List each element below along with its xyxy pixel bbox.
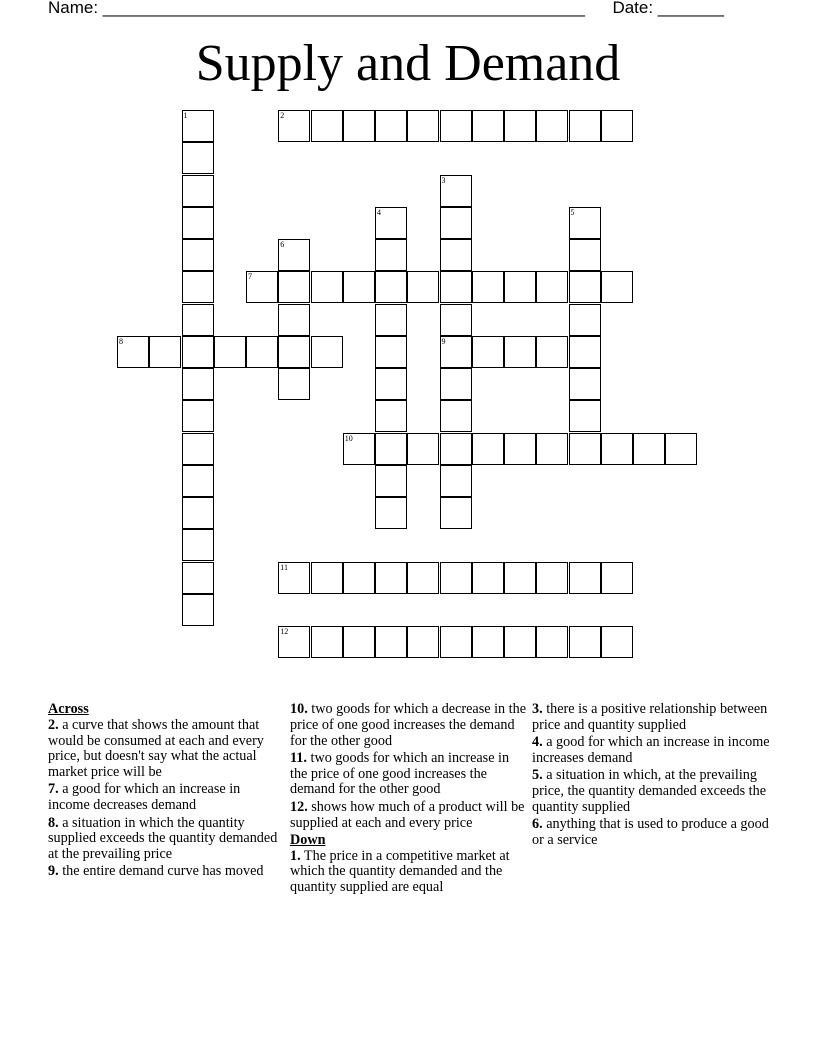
crossword-cell[interactable] [246, 336, 278, 368]
crossword-cell[interactable] [278, 336, 310, 368]
clue-item [532, 702, 772, 734]
crossword-cell[interactable] [375, 207, 407, 239]
crossword-cell[interactable] [117, 336, 149, 368]
crossword-cell[interactable] [182, 336, 214, 368]
crossword-cell[interactable] [569, 433, 601, 465]
cell-number: 11 [280, 562, 288, 572]
clues-column-3 [532, 702, 772, 850]
crossword-cell[interactable] [182, 239, 214, 271]
crossword-cell[interactable] [375, 626, 407, 658]
clue-number: 5. [532, 767, 543, 784]
clue-text: a curve that shows the amount that would be consumed at each and every price, but doesn't say what the actual market price will be [48, 716, 264, 781]
crossword-cell[interactable] [569, 110, 601, 142]
crossword-cell[interactable] [536, 433, 568, 465]
crossword-cell[interactable] [472, 336, 504, 368]
clue-text: the entire demand curve has moved [58, 863, 264, 880]
clue-text: a situation in which, at the prevailing price, the quantity demanded exceeds the quantity supplied [532, 767, 766, 815]
crossword-cell[interactable] [278, 562, 310, 594]
clue-number: 9. [48, 863, 59, 880]
clue-number: 7. [48, 781, 59, 798]
crossword-cell[interactable] [182, 497, 214, 529]
clue-number: 11. [290, 749, 307, 766]
down-clue-list [290, 849, 526, 896]
crossword-cell[interactable] [375, 433, 407, 465]
clue-item [532, 768, 772, 815]
crossword-cell[interactable] [440, 562, 472, 594]
clue-text: shows how much of a product will be supplied at each and every price [290, 798, 525, 831]
crossword-cell[interactable] [440, 239, 472, 271]
crossword-cell[interactable] [440, 271, 472, 303]
crossword-cell[interactable] [343, 626, 375, 658]
crossword-cell[interactable] [601, 433, 633, 465]
cell-number: 2 [280, 111, 285, 120]
crossword-cell[interactable] [601, 626, 633, 658]
crossword-cell[interactable] [182, 400, 214, 432]
crossword-cell[interactable] [440, 497, 472, 529]
crossword-cell[interactable] [375, 497, 407, 529]
crossword-cell[interactable] [440, 433, 472, 465]
crossword-cell[interactable] [536, 626, 568, 658]
crossword-cell[interactable] [214, 336, 246, 368]
crossword-cell[interactable] [569, 336, 601, 368]
clue-text: The price in a competitive market at which the quantity demanded and the quantity supplied are equal [290, 847, 510, 896]
crossword-cell[interactable] [504, 336, 536, 368]
crossword-cell[interactable] [569, 626, 601, 658]
crossword-cell[interactable] [182, 433, 214, 465]
crossword-cell[interactable] [601, 271, 633, 303]
crossword-cell[interactable] [311, 271, 343, 303]
crossword-cell[interactable] [472, 433, 504, 465]
cell-number: 4 [377, 207, 381, 217]
crossword-cell[interactable] [569, 304, 601, 336]
clue-number: 4. [532, 734, 543, 751]
crossword-cell[interactable] [278, 110, 310, 142]
clue-number: 8. [48, 814, 59, 831]
crossword-cell[interactable] [182, 110, 214, 142]
crossword-cell[interactable] [536, 110, 568, 142]
clues-column-2 [290, 702, 526, 898]
crossword-cell[interactable] [182, 175, 214, 207]
clue-item [48, 816, 284, 863]
clue-number: 2. [48, 716, 59, 733]
crossword-cell[interactable] [182, 465, 214, 497]
crossword-cell[interactable] [407, 626, 439, 658]
crossword-cell[interactable] [375, 336, 407, 368]
clue-number: 10. [290, 701, 308, 717]
crossword-cell[interactable] [536, 336, 568, 368]
clue-number: 6. [532, 816, 543, 833]
crossword-cell[interactable] [311, 626, 343, 658]
cell-number: 8 [119, 336, 123, 346]
crossword-cell[interactable] [375, 368, 407, 400]
crossword-cell[interactable] [440, 626, 472, 658]
crossword-cell[interactable] [504, 271, 536, 303]
crossword-cell[interactable] [536, 562, 568, 594]
crossword-cell[interactable] [601, 562, 633, 594]
date-field[interactable]: Date: _______ [612, 0, 724, 17]
down-clue-list-continued [532, 702, 772, 849]
clue-text: two goods for which a decrease in the price of one good increases the demand for the other good [290, 701, 526, 749]
down-heading: Down [290, 831, 326, 848]
crossword-cell[interactable] [311, 562, 343, 594]
crossword-cell[interactable] [278, 626, 310, 658]
clue-item [532, 735, 772, 767]
clue-text: a situation in which the quantity supplied exceeds the quantity demanded at the prevailing price [48, 814, 278, 863]
crossword-cell[interactable] [440, 368, 472, 400]
clue-item [48, 782, 284, 814]
name-field[interactable]: Name: ___________________________________________________ [48, 0, 585, 17]
crossword-cell[interactable] [343, 110, 375, 142]
crossword-cell[interactable] [343, 433, 375, 465]
crossword-cell[interactable] [440, 336, 472, 368]
crossword-cell[interactable] [440, 207, 472, 239]
cell-number: 5 [570, 207, 575, 217]
clue-text: two goods for which an increase in the price of one good increases the demand for the other good [290, 749, 510, 798]
crossword-cell[interactable] [407, 110, 439, 142]
crossword-cell[interactable] [407, 271, 439, 303]
clue-item [532, 817, 772, 849]
crossword-cell[interactable] [182, 562, 214, 594]
crossword-cell[interactable] [472, 626, 504, 658]
crossword-cell[interactable] [375, 304, 407, 336]
cell-number: 9 [441, 336, 446, 346]
crossword-cell[interactable] [407, 562, 439, 594]
clue-item [48, 718, 284, 781]
clue-number: 1. [290, 847, 301, 864]
crossword-cell[interactable] [375, 271, 407, 303]
crossword-cell[interactable] [569, 368, 601, 400]
crossword-cell[interactable] [569, 239, 601, 271]
crossword-cell[interactable] [472, 110, 504, 142]
clue-item [290, 751, 526, 798]
clue-item [290, 849, 526, 896]
crossword-cell[interactable] [311, 110, 343, 142]
crossword-cell[interactable] [569, 207, 601, 239]
crossword-cell[interactable] [375, 562, 407, 594]
crossword-cell[interactable] [440, 175, 472, 207]
crossword-cell[interactable] [504, 433, 536, 465]
crossword-cell[interactable] [569, 271, 601, 303]
crossword-cell[interactable] [343, 562, 375, 594]
crossword-cell[interactable] [375, 239, 407, 271]
crossword-cell[interactable] [472, 271, 504, 303]
crossword-cell[interactable] [407, 433, 439, 465]
cell-number: 6 [280, 240, 285, 249]
clue-text: anything that is used to produce a good or a service [532, 816, 769, 848]
crossword-cell[interactable] [375, 400, 407, 432]
crossword-cell[interactable] [440, 304, 472, 336]
crossword-cell[interactable] [375, 110, 407, 142]
clue-text: a good for which an increase in income decreases demand [48, 781, 241, 814]
clues-column-1 [48, 702, 284, 882]
cell-number: 10 [344, 433, 353, 443]
clue-number: 12. [290, 798, 308, 815]
crossword-cell[interactable] [440, 110, 472, 142]
clue-item [48, 864, 284, 880]
crossword-cell[interactable] [633, 433, 665, 465]
crossword-cell[interactable] [440, 465, 472, 497]
crossword-cell[interactable] [182, 368, 214, 400]
crossword-cell[interactable] [246, 271, 278, 303]
crossword-cell[interactable] [182, 594, 214, 626]
cell-number: 3 [441, 175, 446, 185]
page-title: Supply and Demand [195, 35, 621, 92]
crossword-cell[interactable] [569, 562, 601, 594]
crossword-cell[interactable] [665, 433, 697, 465]
clue-item [290, 800, 526, 832]
crossword-cell[interactable] [278, 368, 310, 400]
crossword-cell[interactable] [278, 304, 310, 336]
crossword-cell[interactable] [182, 271, 214, 303]
clue-text: a good for which an increase in income increases demand [532, 734, 770, 766]
crossword-cell[interactable] [569, 400, 601, 432]
across-heading: Across [48, 701, 89, 717]
crossword-cell[interactable] [149, 336, 181, 368]
cell-number: 1 [183, 111, 188, 120]
crossword-cell[interactable] [182, 529, 214, 561]
across-clue-list-continued [290, 702, 526, 831]
crossword-cell[interactable] [472, 562, 504, 594]
cell-number: 7 [248, 272, 252, 282]
crossword-cell[interactable] [440, 400, 472, 432]
crossword-cell[interactable] [536, 271, 568, 303]
crossword-cell[interactable] [601, 110, 633, 142]
crossword-cell[interactable] [504, 110, 536, 142]
crossword-cell[interactable] [278, 271, 310, 303]
across-clue-list [48, 718, 284, 880]
crossword-cell[interactable] [311, 336, 343, 368]
crossword-cell[interactable] [343, 271, 375, 303]
cell-number: 12 [280, 627, 289, 636]
crossword-cell[interactable] [278, 239, 310, 271]
crossword-cell[interactable] [182, 207, 214, 239]
crossword-cell[interactable] [182, 142, 214, 174]
clue-item [290, 702, 526, 749]
crossword-cell[interactable] [504, 626, 536, 658]
crossword-cell[interactable] [182, 304, 214, 336]
crossword-cell[interactable] [375, 465, 407, 497]
crossword-cell[interactable] [504, 562, 536, 594]
clue-text: there is a positive relationship between price and quantity supplied [532, 701, 768, 733]
clue-number: 3. [532, 701, 543, 717]
